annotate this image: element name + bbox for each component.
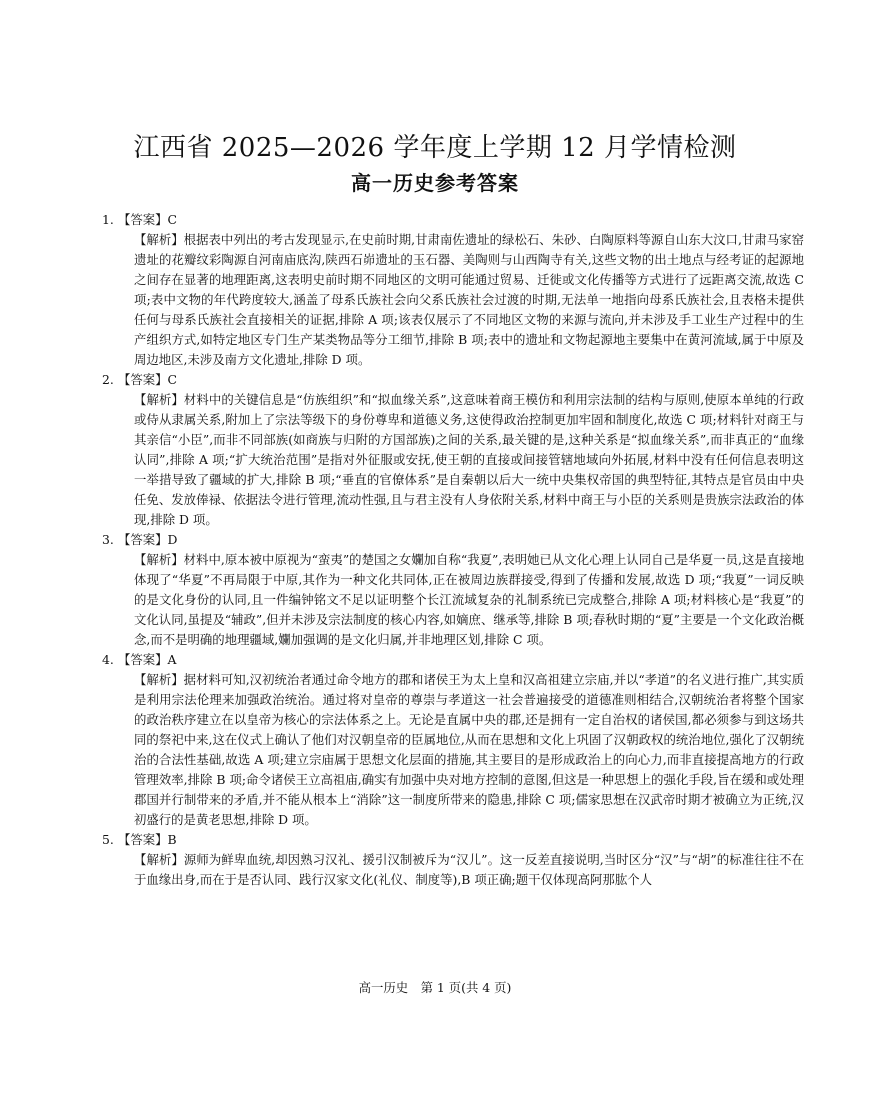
explanation-paragraph bbox=[118, 390, 804, 530]
explanation-paragraph bbox=[118, 670, 804, 830]
answer-label: 【答案】D bbox=[118, 532, 178, 547]
explanation-text: 源师为鲜卑血统,却因熟习汉礼、援引汉制被斥为“汉儿”。这一反差直接说明,当时区分“汉”与“胡”的标准往往不在于血缘出身,而在于是否认同、践行汉家文化(礼仪、制度等),B 项正确;题干仅体现高阿那肱个人 bbox=[134, 852, 804, 887]
question-item bbox=[102, 370, 805, 530]
answer-label: 【答案】C bbox=[118, 372, 178, 387]
explanation-paragraph bbox=[118, 550, 804, 650]
explanation-text: 材料中,原本被中原视为“蛮夷”的楚国之女孄加自称“我夏”,表明她已从文化心理上认同自己是华夏一员,这是直接地体现了“华夏”不再局限于中原,其作为一种文化共同体,正在被周边族群接受,得到了传播和发展,故选 D 项;“我夏”一词反映的是文化身份的认同,且一件编钟铭文不足以证明整个长江流域复杂的礼制系统已完成整合,排除 A 项;材料核心是“我夏”的文化认同,虽提及“辅政”,但并未涉及宗法制度的核心内容,如嫡庶、继承等,排除 B 项;春秋时期的“夏”主要是一个文化政治概念,而不是明确的地理疆域,孄加强调的是文化归属,并非地理区划,排除 C 项。 bbox=[134, 552, 805, 647]
answer-line bbox=[102, 650, 804, 670]
explanation-label: 【解析】 bbox=[134, 232, 184, 247]
answer-line bbox=[102, 370, 804, 390]
question-item bbox=[102, 210, 804, 370]
question-number: 5. bbox=[102, 832, 114, 847]
explanation-paragraph bbox=[118, 230, 804, 370]
answer-line bbox=[102, 210, 804, 230]
explanation-text: 据材料可知,汉初统治者通过命令地方的郡和诸侯王为太上皇和汉高祖建立宗庙,并以“孝道”的名义进行推广,其实质是利用宗法伦理来加强政治统治。通过将对皇帝的尊崇与孝道这一社会普遍接受的道德准则相结合,汉朝统治者将整个国家的政治秩序建立在以皇帝为核心的宗法体系之上。无论是直属中央的郡,还是拥有一定自治权的诸侯国,都必须参与到这场共同的祭祀中来,这在仪式上确认了他们对汉朝皇帝的臣属地位,从而在思想和文化上巩固了汉朝政权的统治地位,强化了汉朝统治的合法性基础,故选 A 项;建立宗庙属于思想文化层面的措施,其主要目的是形成政治上的向心力,而非直接提高地方的行政管理效率,排除 B 项;命令诸侯王立高祖庙,确实有加强中央对地方控制的意图,但这是一种思想上的强化手段,旨在缓和或处理郡国并行制带来的矛盾,并不能从根本上“消除”这一制度所带来的隐患,排除 C 项;儒家思想在汉武帝时期才被确立为正统,汉初盛行的是黄老思想,排除 D 项。 bbox=[134, 672, 805, 827]
answer-label: 【答案】C bbox=[118, 212, 178, 227]
page-footer: 高一历史 第 1 页(共 4 页) bbox=[358, 980, 512, 995]
question-number: 2. bbox=[102, 372, 114, 387]
question-number: 4. bbox=[102, 652, 114, 667]
document-subtitle: 高一历史参考答案 bbox=[351, 171, 519, 195]
answer-line bbox=[102, 830, 804, 850]
answer-line bbox=[102, 530, 804, 550]
explanation-text: 材料中的关键信息是“仿族组织”和“拟血缘关系”,这意味着商王模仿和利用宗法制的结构与原则,使原本单纯的行政或侍从隶属关系,附加上了宗法等级下的身份尊卑和道德义务,这使得政治控制更加牢固和制度化,故选 C 项;材料针对商王与其亲信“小臣”,而非不同部族(如商族与归附的方国部族)之间的关系,最关键的是,这种关系是“拟血缘关系”,而非真正的“血缘认同”,排除 A 项;“扩大统治范围”是指对外征服或安抚,使王朝的直接或间接管辖地域向外拓展,材料中没有任何信息表明这一举措导致了疆域的扩大,排除 B 项;“垂直的官僚体系”是自秦朝以后大一统中央集权帝国的典型特征,其特点是官员由中央任免、发放俸禄、依据法令进行管理,流动性强,且与君主没有人身依附关系,材料中商王与小臣的关系则是贵族宗法政治的体现,排除 D 项。 bbox=[134, 392, 805, 527]
question-item bbox=[102, 530, 805, 650]
answer-label: 【答案】B bbox=[118, 832, 177, 847]
explanation-label: 【解析】 bbox=[134, 392, 184, 407]
question-number: 3. bbox=[102, 532, 114, 547]
explanation-label: 【解析】 bbox=[134, 852, 184, 867]
explanation-text: 根据表中列出的考古发现显示,在史前时期,甘肃南佐遗址的绿松石、朱砂、白陶原料等源自山东大汶口,甘肃马家窑遗址的花瓣纹彩陶源自河南庙底沟,陕西石峁遗址的玉石器、美陶则与山西陶寺有关,这些文物的出土地点与经考证的起源地之间存在显著的地理距离,这表明史前时期不同地区的文明可能通过贸易、迁徙或文化传播等方式进行了远距离交流,故选 C 项;表中文物的年代跨度较大,涵盖了母系氏族社会向父系氏族社会过渡的时期,无法单一地指向母系氏族社会,且表格未提供任何与母系氏族社会直接相关的证据,排除 A 项;该表仅展示了不同地区文物的来源与流向,并未涉及手工业生产过程中的生产组织方式,如特定地区专门生产某类物品等分工细节,排除 B 项;表中的遗址和文物起源地主要集中在黄河流域,属于中原及周边地区,未涉及南方文化遗址,排除 D 项。 bbox=[134, 232, 804, 367]
answer-list bbox=[102, 210, 805, 890]
explanation-paragraph bbox=[118, 850, 804, 890]
question-item bbox=[102, 650, 805, 830]
explanation-label: 【解析】 bbox=[134, 552, 184, 567]
explanation-label: 【解析】 bbox=[134, 672, 184, 687]
question-number: 1. bbox=[102, 212, 114, 227]
question-item bbox=[102, 830, 804, 890]
answer-label: 【答案】A bbox=[118, 652, 177, 667]
document-title: 江西省 2025—2026 学年度上学期 12 月学情检测 bbox=[133, 133, 737, 163]
